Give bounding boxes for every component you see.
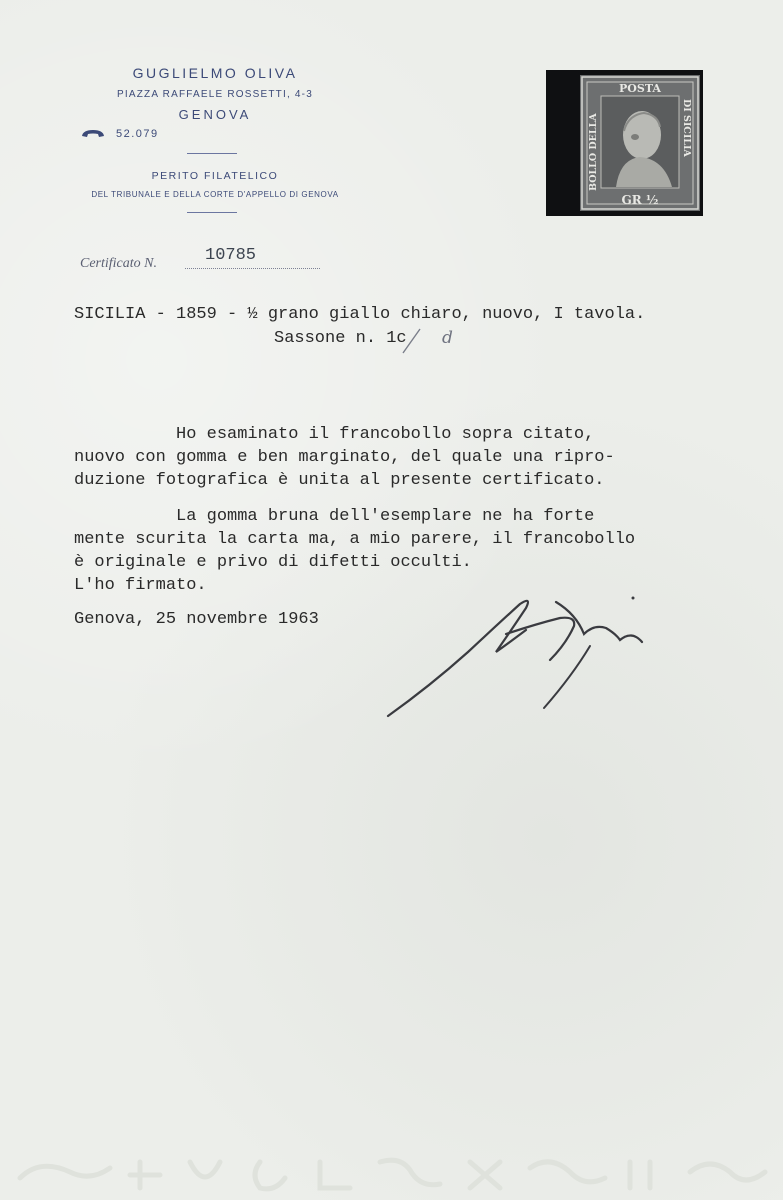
letterhead-title: PERITO FILATELICO bbox=[151, 170, 279, 182]
letterhead-address: PIAZZA RAFFAELE ROSSETTI, 4-3 bbox=[117, 89, 313, 100]
body-paragraph-2-line-1: La gomma bruna dell'esemplare ne ha forte bbox=[74, 507, 595, 526]
phone-number: 52.079 bbox=[116, 128, 159, 140]
stamp-description: SICILIA - 1859 - ½ grano giallo chiaro, nuovo, I tavola. bbox=[74, 305, 646, 324]
handwritten-note: d bbox=[442, 328, 453, 348]
letterhead-divider-top bbox=[187, 153, 237, 154]
certificate-number-underline bbox=[185, 268, 320, 269]
stamp-drawing bbox=[580, 75, 700, 211]
stamp-bottom-text: GR ½ bbox=[621, 193, 659, 207]
catalog-reference: Sassone n. 1c bbox=[274, 329, 407, 348]
body-paragraph-2-line-4: L'ho firmato. bbox=[74, 576, 207, 595]
letterhead-city: GENOVA bbox=[178, 107, 252, 122]
body-paragraph-1-line-1: Ho esaminato il francobollo sopra citato, bbox=[74, 425, 595, 444]
body-paragraph-2-line-3: è originale e privo di difetti occulti. bbox=[74, 553, 472, 572]
handwritten-signature bbox=[380, 590, 660, 730]
body-paragraph-1-line-3: duzione fotografica è unita al presente certificato. bbox=[74, 471, 605, 490]
letterhead-phone bbox=[80, 128, 159, 140]
letterhead-divider-bottom bbox=[187, 212, 237, 213]
place-and-date: Genova, 25 novembre 1963 bbox=[74, 610, 319, 629]
body-paragraph-2-line-2: mente scurita la carta ma, a mio parere, il francobollo bbox=[74, 530, 636, 549]
letterhead-name: GUGLIELMO OLIVA bbox=[132, 65, 298, 81]
certificate-number: 10785 bbox=[205, 246, 257, 265]
handwritten-strike bbox=[400, 326, 424, 356]
certificate-label: Certificato N. bbox=[80, 256, 157, 271]
stamp-top-text: POSTA bbox=[619, 82, 661, 95]
telephone-icon bbox=[80, 129, 106, 139]
stamp-left-text: BOLLO DELLA bbox=[588, 113, 599, 191]
body-paragraph-1-line-2: nuovo con gomma e ben marginato, del quale una ripro- bbox=[74, 448, 615, 467]
stamp-image bbox=[580, 75, 700, 211]
stamp-right-text: DI SICILIA bbox=[681, 99, 692, 157]
paper-watermark bbox=[0, 1148, 783, 1200]
letterhead-subtitle: DEL TRIBUNALE E DELLA CORTE D'APPELLO DI GENOVA bbox=[91, 190, 339, 199]
